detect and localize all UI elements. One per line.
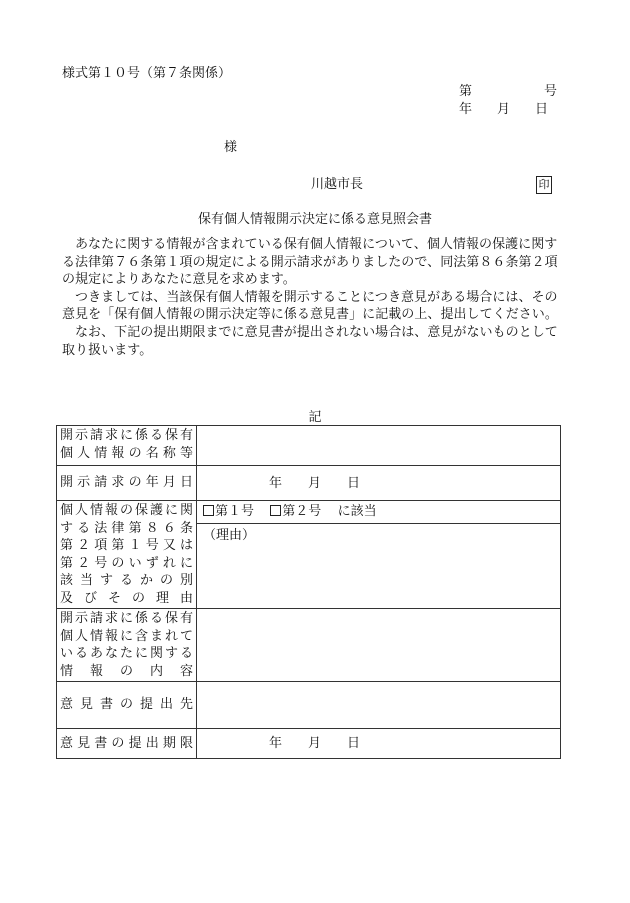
number-dai-label: 第 [459, 84, 473, 99]
addressee-suffix: 様 [224, 140, 238, 155]
ki-heading: 記 [308, 410, 322, 425]
body-paragraph-1: あなたに関する情報が含まれている保有個人情報について、個人情報の保護に関する法律第７６条第１項の規定による開示請求がありましたので、同法第８６条第２項の規定によりあなたに意見を求めます。 [62, 237, 558, 288]
field-requested-info-name[interactable] [197, 426, 561, 466]
body-paragraph-2: つきましては、当該保有個人情報を開示することにつき意見がある場合には、その意見を「保有個人情報の開示決定等に係る意見書」に記載の上、提出してください。 [62, 289, 558, 323]
label-requested-info-name: 開示請求に係る保有 個人情報の名称等 [57, 426, 197, 466]
request-date-day: 日 [347, 475, 361, 491]
document-number [459, 84, 557, 100]
document-title: 保有個人情報開示決定に係る意見照会書 [197, 212, 432, 227]
document-date [459, 102, 548, 118]
label-request-date: 開示請求の年月日 [57, 466, 197, 501]
sender-name: 川越市長 [311, 177, 364, 192]
table-row [57, 609, 561, 682]
date-year-label: 年 [459, 102, 473, 117]
reason-label: （理由） [203, 528, 256, 543]
option-2-label: 第２号 [282, 504, 322, 519]
deadline-day: 日 [347, 736, 361, 751]
reason-field[interactable] [197, 524, 560, 548]
label-submission-destination: 意見書の提出先 [57, 682, 197, 729]
deadline-year: 年 [269, 736, 283, 751]
field-applicable-clause [197, 501, 561, 609]
label-related-info-content: 開示請求に係る保有 個人情報に含まれて いるあなたに関する 情報の内容 [57, 609, 197, 682]
field-submission-destination[interactable] [197, 682, 561, 729]
field-submission-deadline[interactable] [197, 729, 561, 759]
date-day-label: 日 [535, 102, 549, 117]
table-row [57, 466, 561, 501]
seal-mark: 印 [536, 176, 552, 194]
deadline-month: 月 [308, 736, 322, 751]
field-related-info-content[interactable] [197, 609, 561, 682]
form-number: 様式第１０号（第７条関係） [62, 66, 232, 81]
applies-label: に該当 [337, 504, 377, 519]
request-date-month: 月 [308, 475, 322, 491]
clause-options [197, 501, 560, 524]
checkbox-option-2[interactable] [270, 505, 281, 516]
table-row [57, 682, 561, 729]
table-row [57, 426, 561, 466]
body-paragraph-3: なお、下記の提出期限までに意見書が提出されない場合は、意見がないものとして取り扱います。 [62, 324, 558, 358]
number-go-label: 号 [544, 84, 558, 99]
opinion-form-table [56, 425, 561, 759]
checkbox-option-1[interactable] [203, 505, 214, 516]
request-date-year: 年 [269, 475, 283, 491]
table-row [57, 501, 561, 609]
option-1-label: 第１号 [215, 504, 255, 519]
table-row [57, 729, 561, 759]
label-applicable-clause: 個人情報の保護に関 する法律第８６条 第２項第１号又は 第２号のいずれに 該当するかの別 及びその理由 [57, 501, 197, 609]
label-submission-deadline: 意見書の提出期限 [57, 729, 197, 759]
date-month-label: 月 [497, 102, 511, 117]
body-text [62, 236, 568, 359]
field-request-date[interactable] [197, 466, 561, 501]
